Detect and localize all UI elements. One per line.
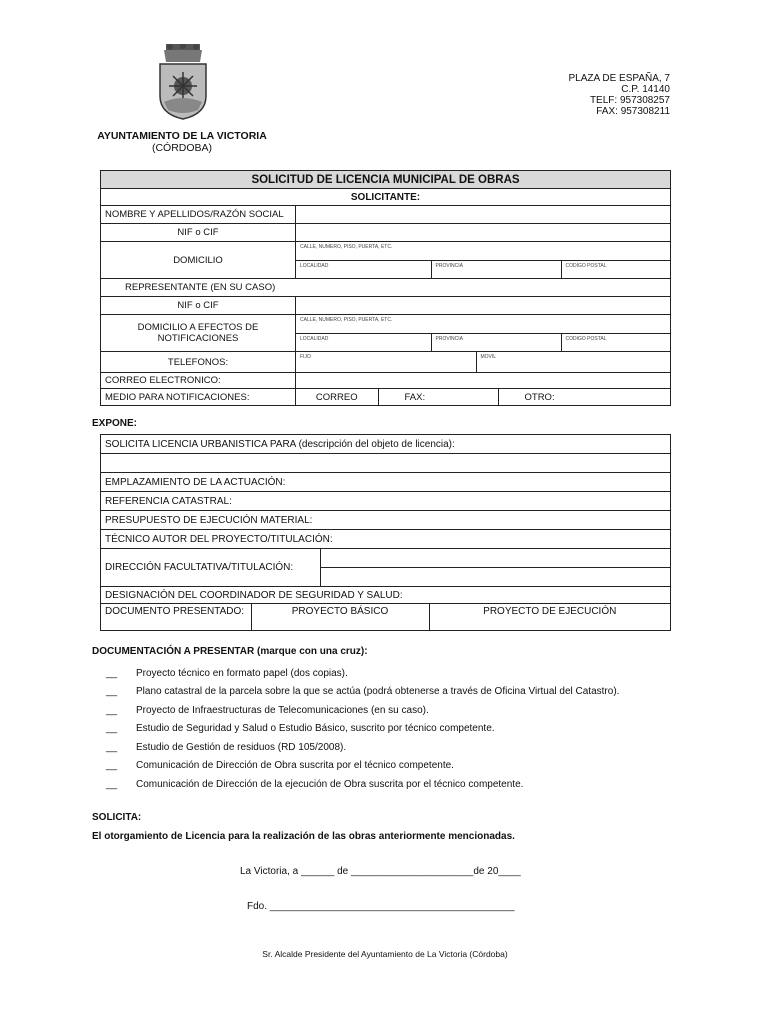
correo-electronico-field[interactable]: [296, 373, 671, 389]
checkbox-blank[interactable]: __: [106, 778, 118, 790]
checkbox-blank[interactable]: __: [106, 760, 118, 772]
medio-notificaciones-label: MEDIO PARA NOTIFICACIONES:: [101, 389, 296, 406]
list-item[interactable]: __ Proyecto de Infraestructuras de Telecomunicaciones (en su caso).: [106, 704, 429, 716]
calle-label: CALLE, NUMERO, PISO, PUERTA, ETC.: [300, 244, 393, 250]
movil-label: MOVIL: [476, 352, 670, 372]
medio-correo-option[interactable]: CORREO: [315, 391, 358, 403]
domicilio-label: DOMICILIO: [101, 242, 296, 279]
solicita-licencia-field[interactable]: [101, 454, 671, 473]
representante-label: REPRESENTANTE (EN SU CASO): [101, 279, 671, 297]
domicilio-notificaciones-field[interactable]: [296, 315, 671, 352]
expone-heading: EXPONE:: [92, 418, 138, 429]
list-item[interactable]: __ Comunicación de Dirección de Obra suscrita por el técnico competente.: [106, 760, 454, 772]
domicilio-field[interactable]: [296, 242, 671, 279]
localidad-label: LOCALIDAD: [296, 333, 431, 351]
checkbox-blank[interactable]: __: [106, 686, 118, 698]
documentacion-list: [106, 664, 706, 794]
date-line[interactable]: La Victoria, a ______ de ______________________de 20____: [240, 866, 521, 877]
calle-label: CALLE, NUMERO, PISO, PUERTA, ETC.: [300, 317, 393, 323]
presupuesto-label[interactable]: PRESUPUESTO DE EJECUCIÓN MATERIAL:: [101, 511, 671, 530]
documento-presentado-label: DOCUMENTO PRESENTADO:: [105, 606, 245, 617]
nombre-label: NOMBRE Y APELLIDOS/RAZÓN SOCIAL: [101, 206, 296, 224]
codigo-postal-label: CODIGO POSTAL: [561, 333, 670, 351]
nif-field[interactable]: [296, 224, 671, 242]
nombre-field[interactable]: [296, 206, 671, 224]
list-item[interactable]: __ Plano catastral de la parcela sobre la que se actúa (podrá obtenerse a través de Oficina Virtual del Catastro).: [106, 686, 620, 698]
solicita-licencia-label: SOLICITA LICENCIA URBANISTICA PARA (descripción del objeto de licencia):: [101, 435, 671, 454]
list-item[interactable]: __ Estudio de Gestión de residuos (RD 105/2008).: [106, 741, 347, 753]
direccion-facultativa-field-2[interactable]: [321, 568, 671, 587]
solicita-text: El otorgamiento de Licencia para la realización de las obras anteriormente mencionadas.: [92, 831, 515, 842]
direccion-facultativa-field[interactable]: [321, 549, 671, 568]
expone-table: [100, 434, 671, 631]
footer-recipient: Sr. Alcalde Presidente del Ayuntamiento de La Victoria (Córdoba): [262, 949, 508, 959]
codigo-postal-label: CODIGO POSTAL: [561, 260, 670, 278]
medio-otro-option[interactable]: OTRO:: [498, 389, 670, 405]
emplazamiento-label[interactable]: EMPLAZAMIENTO DE LA ACTUACIÓN:: [101, 473, 671, 492]
telefonos-field[interactable]: [296, 352, 671, 373]
checkbox-blank[interactable]: __: [106, 704, 118, 716]
checkbox-blank[interactable]: __: [106, 723, 118, 735]
nif-label: NIF o CIF: [101, 224, 296, 242]
designacion-coordinador-label[interactable]: DESIGNACIÓN DEL COORDINADOR DE SEGURIDAD Y SALUD:: [101, 587, 671, 604]
list-item[interactable]: __ Estudio de Seguridad y Salud o Estudio Básico, suscrito por técnico competente.: [106, 723, 495, 735]
provincia-label: PROVINCIA: [431, 333, 561, 351]
fijo-label: FIJO: [300, 354, 311, 360]
checkbox-blank[interactable]: __: [106, 667, 118, 679]
provincia-label: PROVINCIA: [431, 260, 561, 278]
solicita-heading: SOLICITA:: [92, 812, 142, 823]
proyecto-ejecucion-option[interactable]: PROYECTO DE EJECUCIÓN: [429, 604, 670, 630]
domicilio-notificaciones-label: DOMICILIO A EFECTOS DE NOTIFICACIONES: [101, 315, 296, 352]
referencia-catastral-label[interactable]: REFERENCIA CATASTRAL:: [101, 492, 671, 511]
checkbox-blank[interactable]: __: [106, 741, 118, 753]
applicant-table: [100, 170, 671, 406]
proyecto-basico-option[interactable]: PROYECTO BÁSICO: [251, 604, 429, 630]
tecnico-autor-label[interactable]: TÉCNICO AUTOR DEL PROYECTO/TITULACIÓN:: [101, 530, 671, 549]
localidad-label: LOCALIDAD: [296, 260, 431, 278]
documentacion-heading: DOCUMENTACIÓN A PRESENTAR (marque con una cruz):: [92, 646, 368, 657]
signature-line[interactable]: Fdo. ____________________________________________: [247, 901, 515, 912]
town-hall-address: PLAZA DE ESPAÑA, 7 C.P. 14140 TELF: 957308257 FAX: 957308211: [568, 73, 670, 117]
organization-name: AYUNTAMIENTO DE LA VICTORIA (CÓRDOBA): [97, 130, 267, 154]
correo-electronico-label: CORREO ELECTRONICO:: [101, 373, 296, 389]
nif2-label: NIF o CIF: [101, 297, 296, 315]
medio-notificaciones-field: [296, 389, 671, 406]
form-title: SOLICITUD DE LICENCIA MUNICIPAL DE OBRAS: [101, 171, 671, 189]
documento-presentado-row: [101, 604, 671, 631]
direccion-facultativa-label: DIRECCIÓN FACULTATIVA/TITULACIÓN:: [101, 549, 321, 587]
list-item[interactable]: __ Proyecto técnico en formato papel (dos copias).: [106, 667, 348, 679]
solicitante-heading: SOLICITANTE:: [101, 189, 671, 206]
municipal-crest-icon: [158, 44, 208, 120]
telefonos-label: TELEFONOS:: [101, 352, 296, 373]
nif2-field[interactable]: [296, 297, 671, 315]
medio-fax-option[interactable]: FAX:: [378, 389, 498, 405]
list-item[interactable]: __ Comunicación de Dirección de la ejecución de Obra suscrita por el técnico competente.: [106, 778, 524, 790]
